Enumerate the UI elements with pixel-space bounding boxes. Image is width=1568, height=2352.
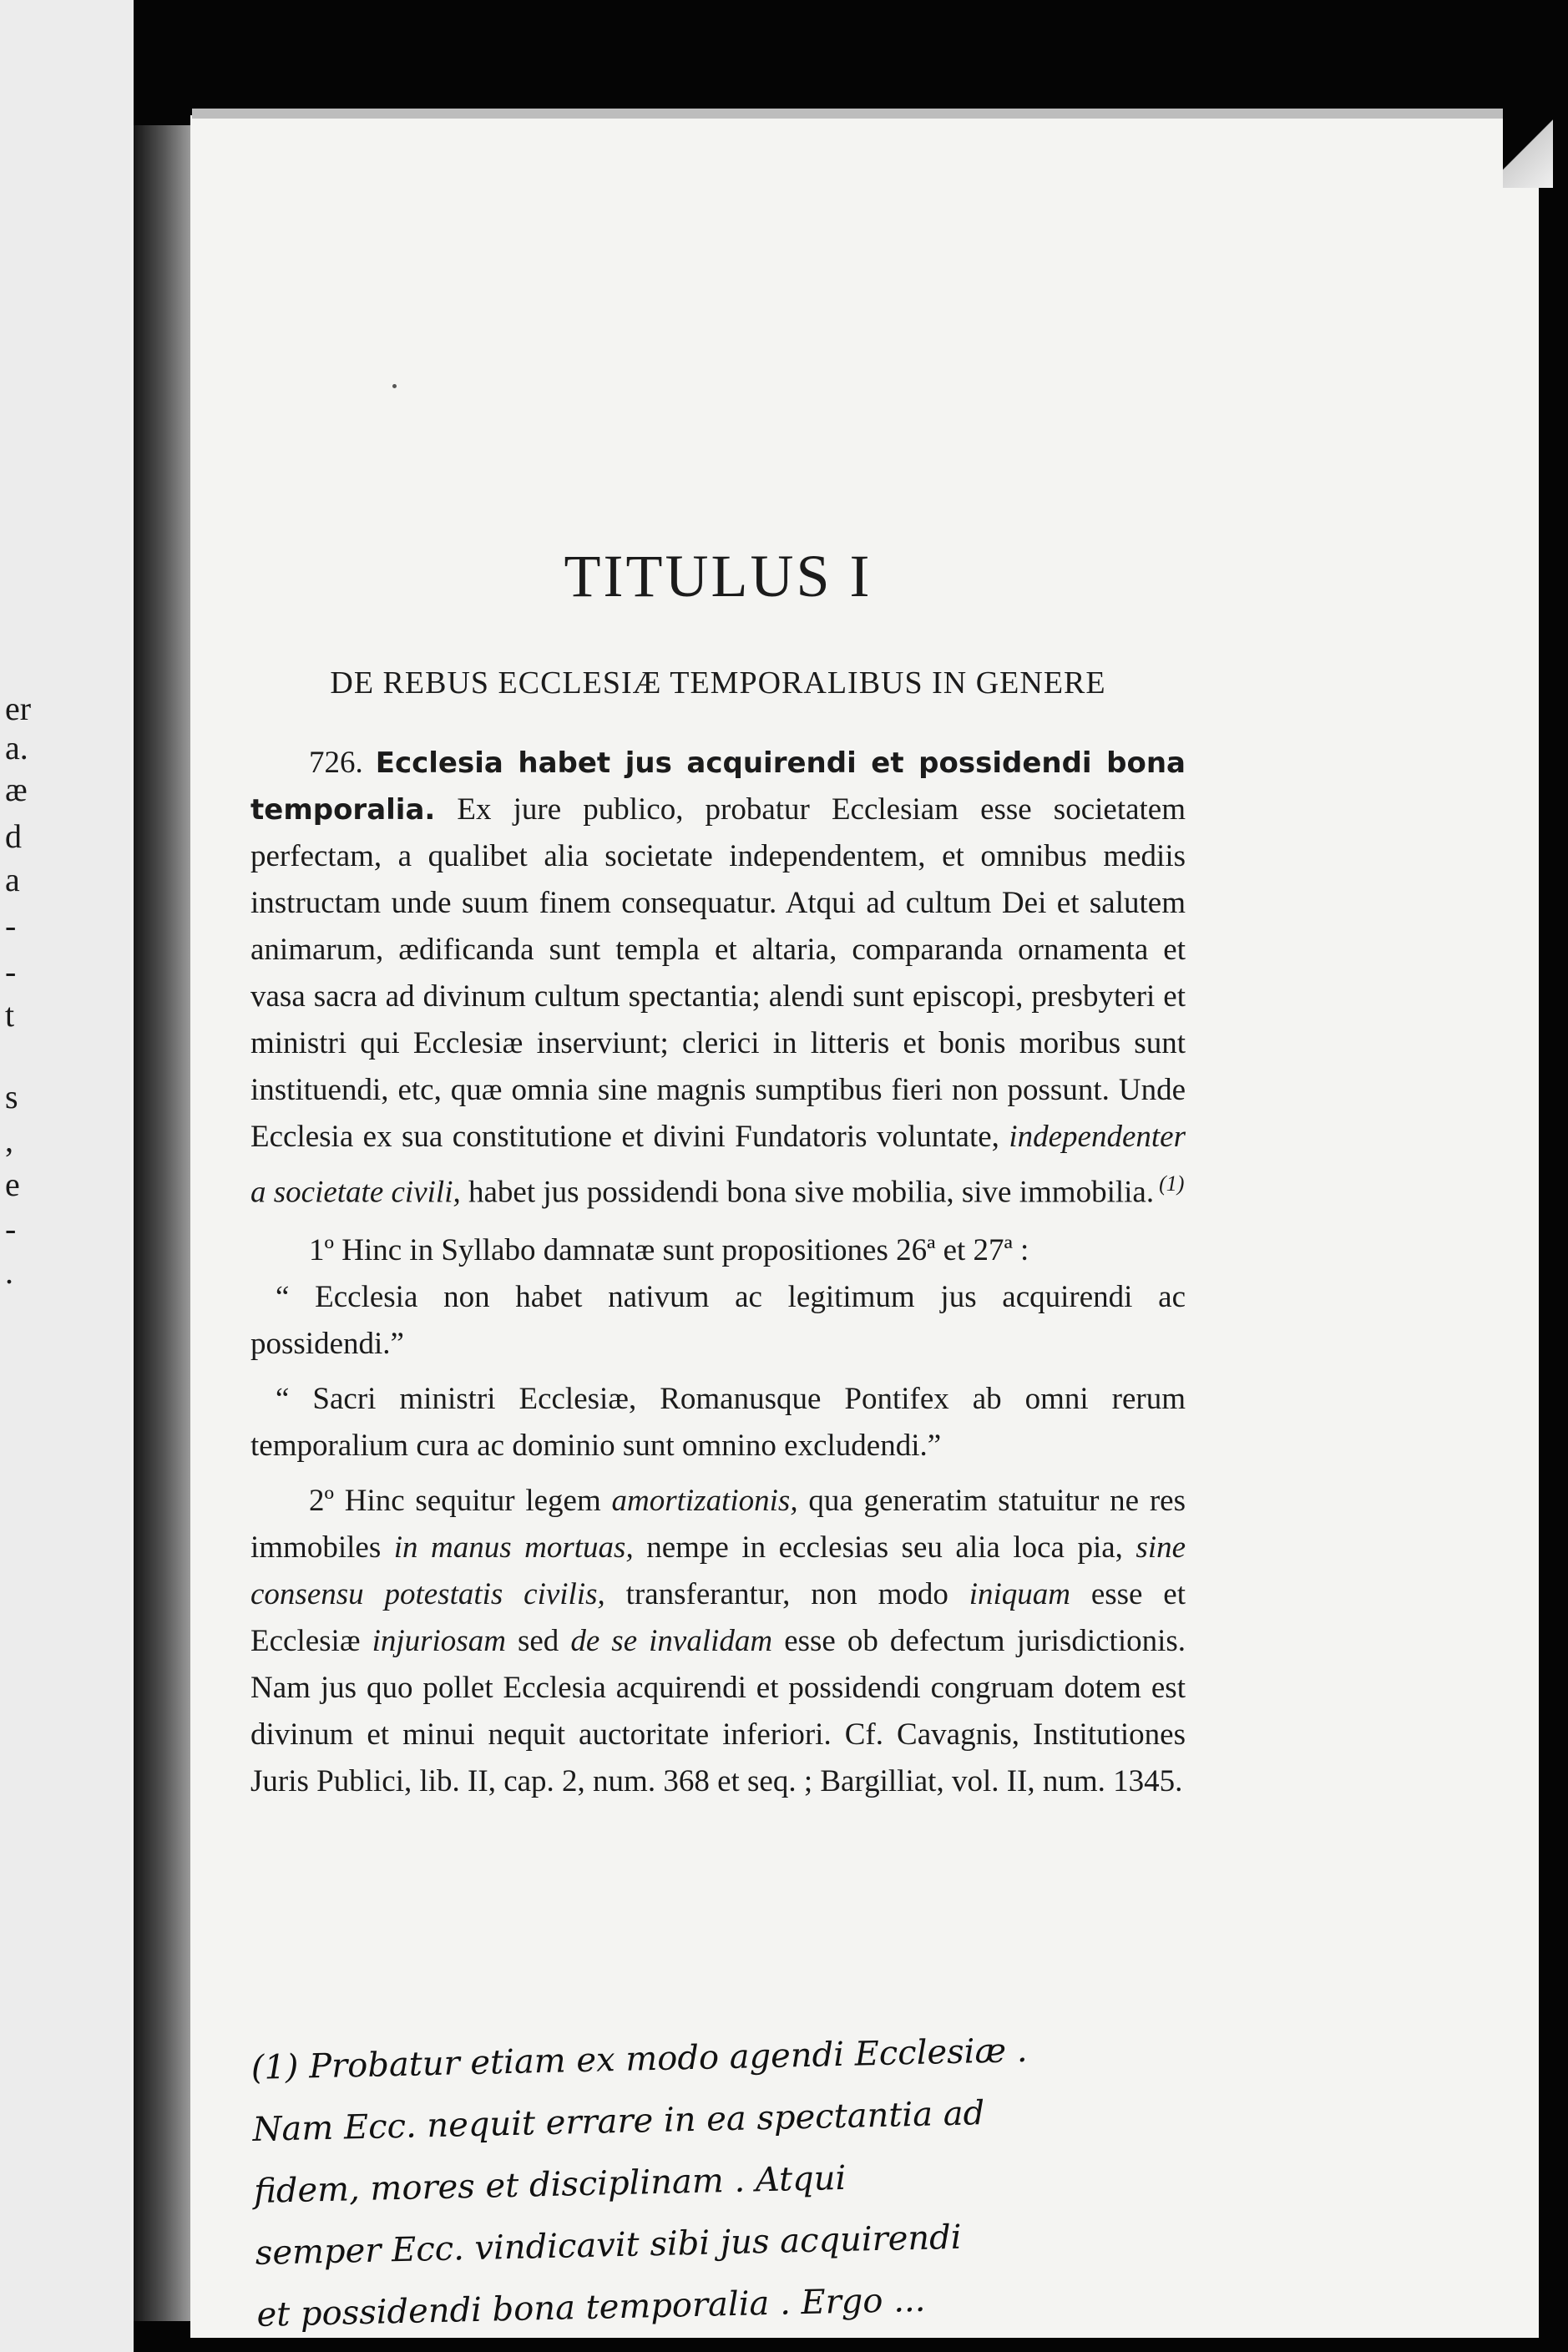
page-corner-fold	[1503, 113, 1553, 188]
section-body-italic: independenter a societate civili,	[250, 1120, 1186, 1210]
chapter-subtitle: DE REBUS ECCLESIÆ TEMPORALIBUS IN GENERE	[330, 665, 1106, 701]
point-2-text: 2º Hinc sequitur legem	[309, 1484, 601, 1519]
point-2-text: sed	[517, 1624, 559, 1659]
point-2-text: esse ob defectum jurisdictionis. Nam jus quo pollet Ecclesia acquirendi et possidendi congruam dotem est divinum et minui nequit auctoritate inferiori. Cf. Cavagnis, Institutiones Juris Publici, lib. II, cap. 2, num. 368 et seq. ; Bargilliat, vol. II, num. 1345.	[250, 1624, 1186, 1799]
point-2-italic: injuriosam	[372, 1624, 506, 1659]
section-number: 726.	[309, 746, 363, 780]
facing-page-edge	[0, 0, 134, 2352]
facing-page-fragment: -	[5, 1210, 17, 1247]
point-2-italic: de se invalidam	[570, 1624, 773, 1659]
facing-page-fragment: e	[5, 1166, 20, 1203]
section-body-2: habet jus possidendi bona sive mobilia, sive immobilia.	[468, 1175, 1155, 1210]
point-2-text: nempe in ecclesias seu alia loca pia,	[646, 1530, 1123, 1565]
facing-page-fragment: a	[5, 861, 20, 898]
point-2	[250, 1478, 1186, 1805]
page-top-edge	[192, 109, 1503, 119]
facing-page-fragment: er	[5, 690, 32, 727]
point-2-italic: in manus mortuas,	[393, 1530, 634, 1565]
section-726	[250, 740, 1186, 1216]
handwritten-line: fidem, mores et disciplinam . Atqui	[253, 2158, 847, 2211]
facing-page-fragment: .	[5, 1253, 13, 1291]
handwritten-line: Nam Ecc. nequit errare in ea spectantia ad	[251, 2094, 985, 2149]
page-text	[250, 543, 1186, 1805]
point-2-text: transferantur, non modo	[625, 1577, 948, 1612]
point-2-italic: amortizationis,	[611, 1484, 798, 1519]
section-heading: Ecclesia habet jus acquirendi et possidendi bona temporalia.	[250, 746, 1186, 827]
syllabus-quote-27: “ Sacri ministri Ecclesiæ, Romanusque Pontifex ab omni rerum temporalium cura ac dominio sunt omnino excludendi.”	[250, 1382, 1186, 1464]
page-speck	[392, 384, 397, 388]
facing-page-fragment: s	[5, 1078, 18, 1115]
point-2-text: esse et Ecclesiæ	[250, 1577, 1186, 1659]
facing-page-fragment: -	[5, 953, 17, 990]
footnote-mark: (1)	[1159, 1171, 1185, 1196]
point-2-italic: sine consensu potestatis civilis,	[250, 1530, 1186, 1612]
facing-page-fragment: -	[5, 907, 17, 944]
handwritten-line: semper Ecc. vindicavit sibi jus acquirendi	[255, 2218, 963, 2273]
handwritten-line: et possidendi bona temporalia . Ergo ...	[256, 2280, 926, 2334]
point-2-text: qua generatim statuitur ne res immobiles	[250, 1484, 1186, 1565]
facing-page-fragment: t	[5, 996, 15, 1034]
facing-page-fragment: d	[5, 817, 22, 855]
chapter-title: TITULUS I	[564, 543, 873, 609]
section-body-1: Ex jure publico, probatur Ecclesiam esse societatem perfectam, a qualibet alia societate independentem, et omnibus mediis instructam unde suum finem consequatur. Atqui ad cultum Dei et salutem animarum, ædificanda sunt templa et altaria, comparanda ornamenta et vasa sacra ad divinum cultum spectantia; alendi sunt episcopi, presbyteri et ministri qui Ecclesiæ inserviunt; clerici in litteris et bonis moribus sunt instituendi, etc, quæ omnia sine magnis sumptibus fieri non possunt. Unde Ecclesia ex sua constitutione et divini Fundatoris voluntate,	[250, 792, 1186, 1154]
facing-page-fragment: a.	[5, 729, 28, 766]
point-1-intro: 1º Hinc in Syllabo damnatæ sunt propositiones 26ª et 27ª :	[309, 1233, 1029, 1268]
syllabus-quote-26: “ Ecclesia non habet nativum ac legitimum jus acquirendi ac possidendi.”	[250, 1280, 1186, 1362]
facing-page-fragment: æ	[5, 771, 28, 808]
handwritten-line: (1) Probatur etiam ex modo agendi Ecclesiæ .	[250, 2031, 1028, 2087]
facing-page-fragment: ,	[5, 1121, 13, 1159]
handwritten-footnote	[250, 2016, 1192, 2346]
point-2-italic: iniquam	[969, 1577, 1070, 1612]
